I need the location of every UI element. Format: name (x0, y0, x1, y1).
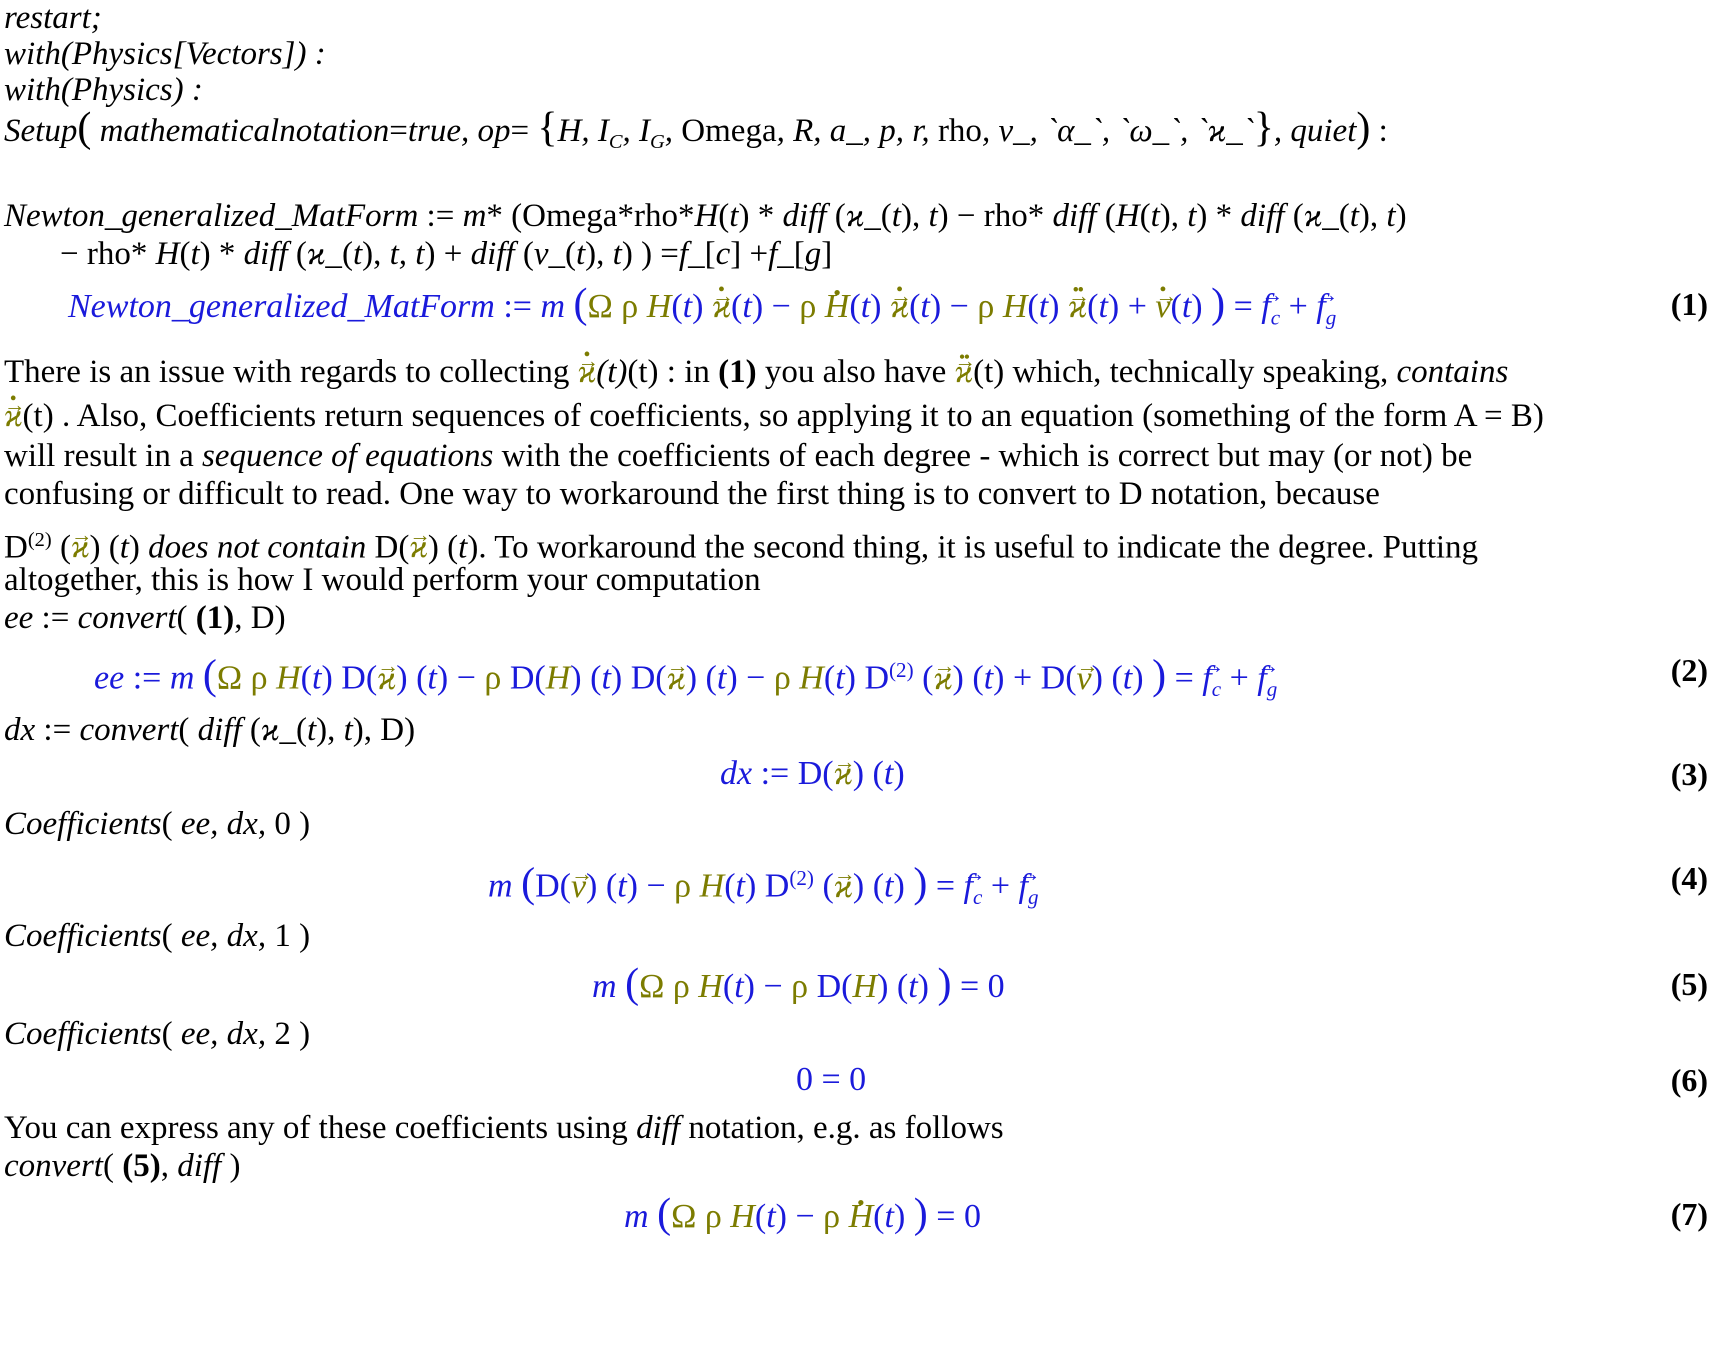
input-ee-convert[interactable]: ee := convert( (1), D) (4, 600, 286, 636)
input-coefficients-0[interactable]: Coefficients( ee, dx, 0 ) (4, 806, 311, 842)
prose-line-1: There is an issue with regards to collecting → ϰ •(t)(t) : in (1) you also have → ϰ ••(t) which, technically speaking, contains (4, 352, 1508, 392)
prose-line-5: $D^{(2)}$ (→ ϰ) (t) does not contain D(→ ϰ) (t). To workaround the second thing, it is useful to indicate the degree. Putting (4, 520, 1478, 567)
output-eq5: m (Ω ρ H(t) − ρ D(H) (t) ) = 0 (592, 961, 1005, 1007)
equation-label-1: (1) (1670, 286, 1708, 322)
output-eq1: Newton_generalized_MatForm := m (Ω ρ H(t) → ϰ •(t) − ρ H •(t) → ϰ •(t) − ρ H(t) → ϰ ••(t) + → v •(t) ) = → $f_c$ + → $f_g$ (68, 282, 1336, 339)
output-eq3: dx := D(→ ϰ) (t) (720, 752, 905, 796)
output-eq6: 0 = 0 (796, 1061, 867, 1098)
equation-label-6: (6) (1670, 1062, 1708, 1098)
prose-line-3: will result in a sequence of equations with the coefficients of each degree - which is correct but may (or not) be (4, 438, 1473, 474)
output-eq4: m (D(→ v) (t) − ρ H(t) $D^{(2)}$ (→ ϰ) (t) ) = → $f_c$ + → $f_g$ (488, 856, 1039, 919)
input-dx-convert[interactable]: dx := convert( diff (ϰ_(t), t), D) (4, 712, 416, 748)
input-with-vectors[interactable]: with(Physics[Vectors]) : (4, 36, 326, 72)
equation-label-7: (7) (1670, 1196, 1708, 1232)
prose-line-2: → ϰ •(t) . Also, Coefficients return sequences of coefficients, so applying it to an equation (something of the form A = B) (4, 396, 1544, 436)
equation-label-2: (2) (1670, 652, 1708, 688)
input-convert-diff[interactable]: convert( (5), diff ) (4, 1148, 241, 1184)
input-restart[interactable]: restart; (4, 0, 102, 36)
input-coefficients-1[interactable]: Coefficients( ee, dx, 1 ) (4, 918, 311, 954)
prose-line-7: You can express any of these coefficients using diff notation, e.g. as follows (4, 1110, 1004, 1146)
input-coefficients-2[interactable]: Coefficients( ee, dx, 2 ) (4, 1016, 311, 1052)
equation-label-3: (3) (1670, 756, 1708, 792)
prose-line-6: altogether, this is how I would perform your computation (4, 562, 761, 598)
output-eq2: ee := m (Ω ρ H(t) D(→ ϰ) (t) − ρ D(H) (t) D(→ ϰ) (t) − ρ H(t) $D^{(2)}$ (→ ϰ) (t) + D(→ v) (t) ) = → $f_c$ + → $f_g$ (94, 648, 1277, 711)
input-newton-line2[interactable]: − rho* H(t) * diff (ϰ_(t), t, t) + diff (v_(t), t) ) =f_[c] +f_[g] (60, 236, 833, 272)
output-eq7: m (Ω ρ H(t) − ρ H •(t) ) = 0 (624, 1192, 981, 1239)
prose-line-4: confusing or difficult to read. One way to workaround the first thing is to convert to D notation, because (4, 476, 1380, 512)
input-newton-line1[interactable]: Newton_generalized_MatForm := m* (Omega*rho*H(t) * diff (ϰ_(t), t) − rho* diff (H(t), t) * diff (ϰ_(t), t) (4, 198, 1407, 234)
equation-label-4: (4) (1670, 860, 1708, 896)
equation-label-5: (5) (1670, 966, 1708, 1002)
input-setup[interactable]: Setup( mathematicalnotation=true, op= {H, $I_C$, $I_G$, Omega, R, a_, p, r, rho, v_, `α_`, `ω_`, `ϰ_`}, quiet) : (4, 105, 1388, 154)
input-with-physics[interactable]: with(Physics) : (4, 72, 203, 108)
